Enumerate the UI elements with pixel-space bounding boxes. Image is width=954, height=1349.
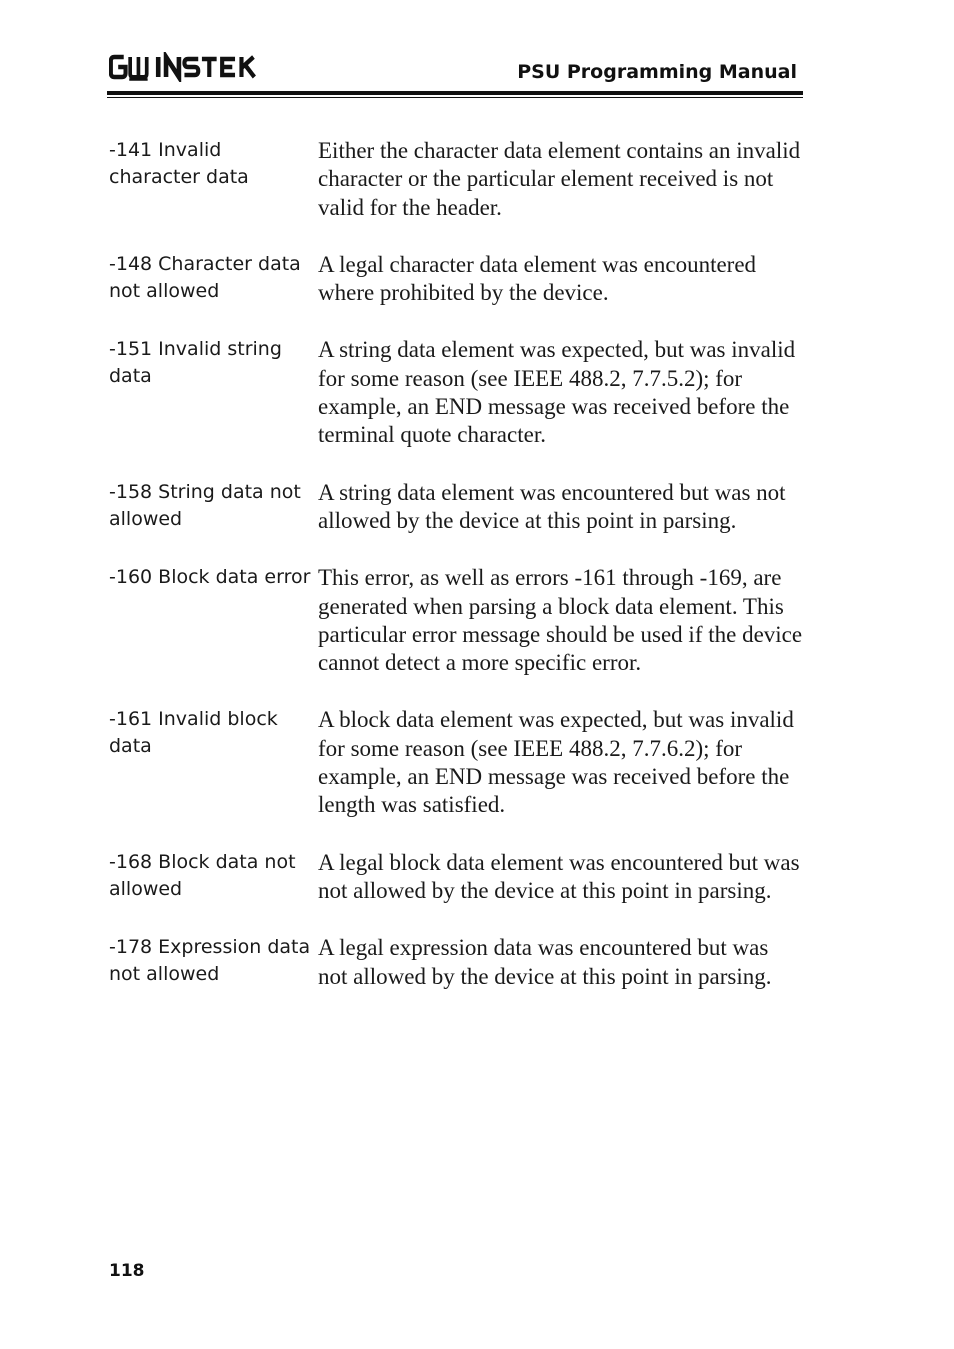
error-code: -161 Invalid block data [109, 708, 278, 758]
manual-title: PSU Programming Manual [517, 61, 797, 83]
gw-instek-logo [109, 52, 267, 82]
error-code-table [109, 137, 803, 991]
error-entry [109, 251, 803, 308]
error-code: -168 Block data not allowed [109, 850, 296, 900]
error-description: A legal expression data was encountered but was not allowed by the device at this point in parsing. [318, 935, 772, 989]
error-code: -178 Expression data not allowed [109, 936, 311, 986]
header-divider-thin [107, 97, 803, 98]
error-description: A string data element was encountered but was not allowed by the device at this point in parsing. [318, 479, 786, 533]
error-description: A string data element was expected, but was invalid for some reason (see IEEE 488.2, 7.7.5.2); for example, an END message was received before the terminal quote character. [318, 337, 796, 448]
error-entry [109, 137, 803, 222]
brand-logo [109, 52, 267, 90]
error-entry [109, 849, 803, 906]
error-description: This error, as well as errors -161 through -169, are generated when parsing a block data element. This particular error message should be used if the device cannot detect a more specific error. [318, 565, 803, 676]
error-code: -160 Block data error [109, 566, 311, 589]
error-entry [109, 336, 803, 449]
error-entry [109, 564, 803, 677]
header-divider-thick [107, 91, 803, 95]
error-code: -158 String data not allowed [109, 480, 301, 530]
error-description: Either the character data element contains an invalid character or the particular element received is not valid for the header. [318, 138, 801, 220]
page-number: 118 [109, 1261, 145, 1281]
error-description: A block data element was expected, but was invalid for some reason (see IEEE 488.2, 7.7.6.2); for example, an END message was received before the length was satisfied. [318, 707, 794, 818]
error-description: A legal character data element was encountered where prohibited by the device. [318, 251, 757, 306]
error-description: A legal block data element was encountered but was not allowed by the device at this point in parsing. [318, 849, 800, 903]
error-code: -141 Invalid character data [109, 139, 249, 188]
error-entry [109, 934, 803, 991]
error-entry [109, 706, 803, 819]
error-code: -148 Character data not allowed [109, 252, 301, 302]
error-entry [109, 479, 803, 536]
error-code: -151 Invalid string data [109, 338, 282, 388]
